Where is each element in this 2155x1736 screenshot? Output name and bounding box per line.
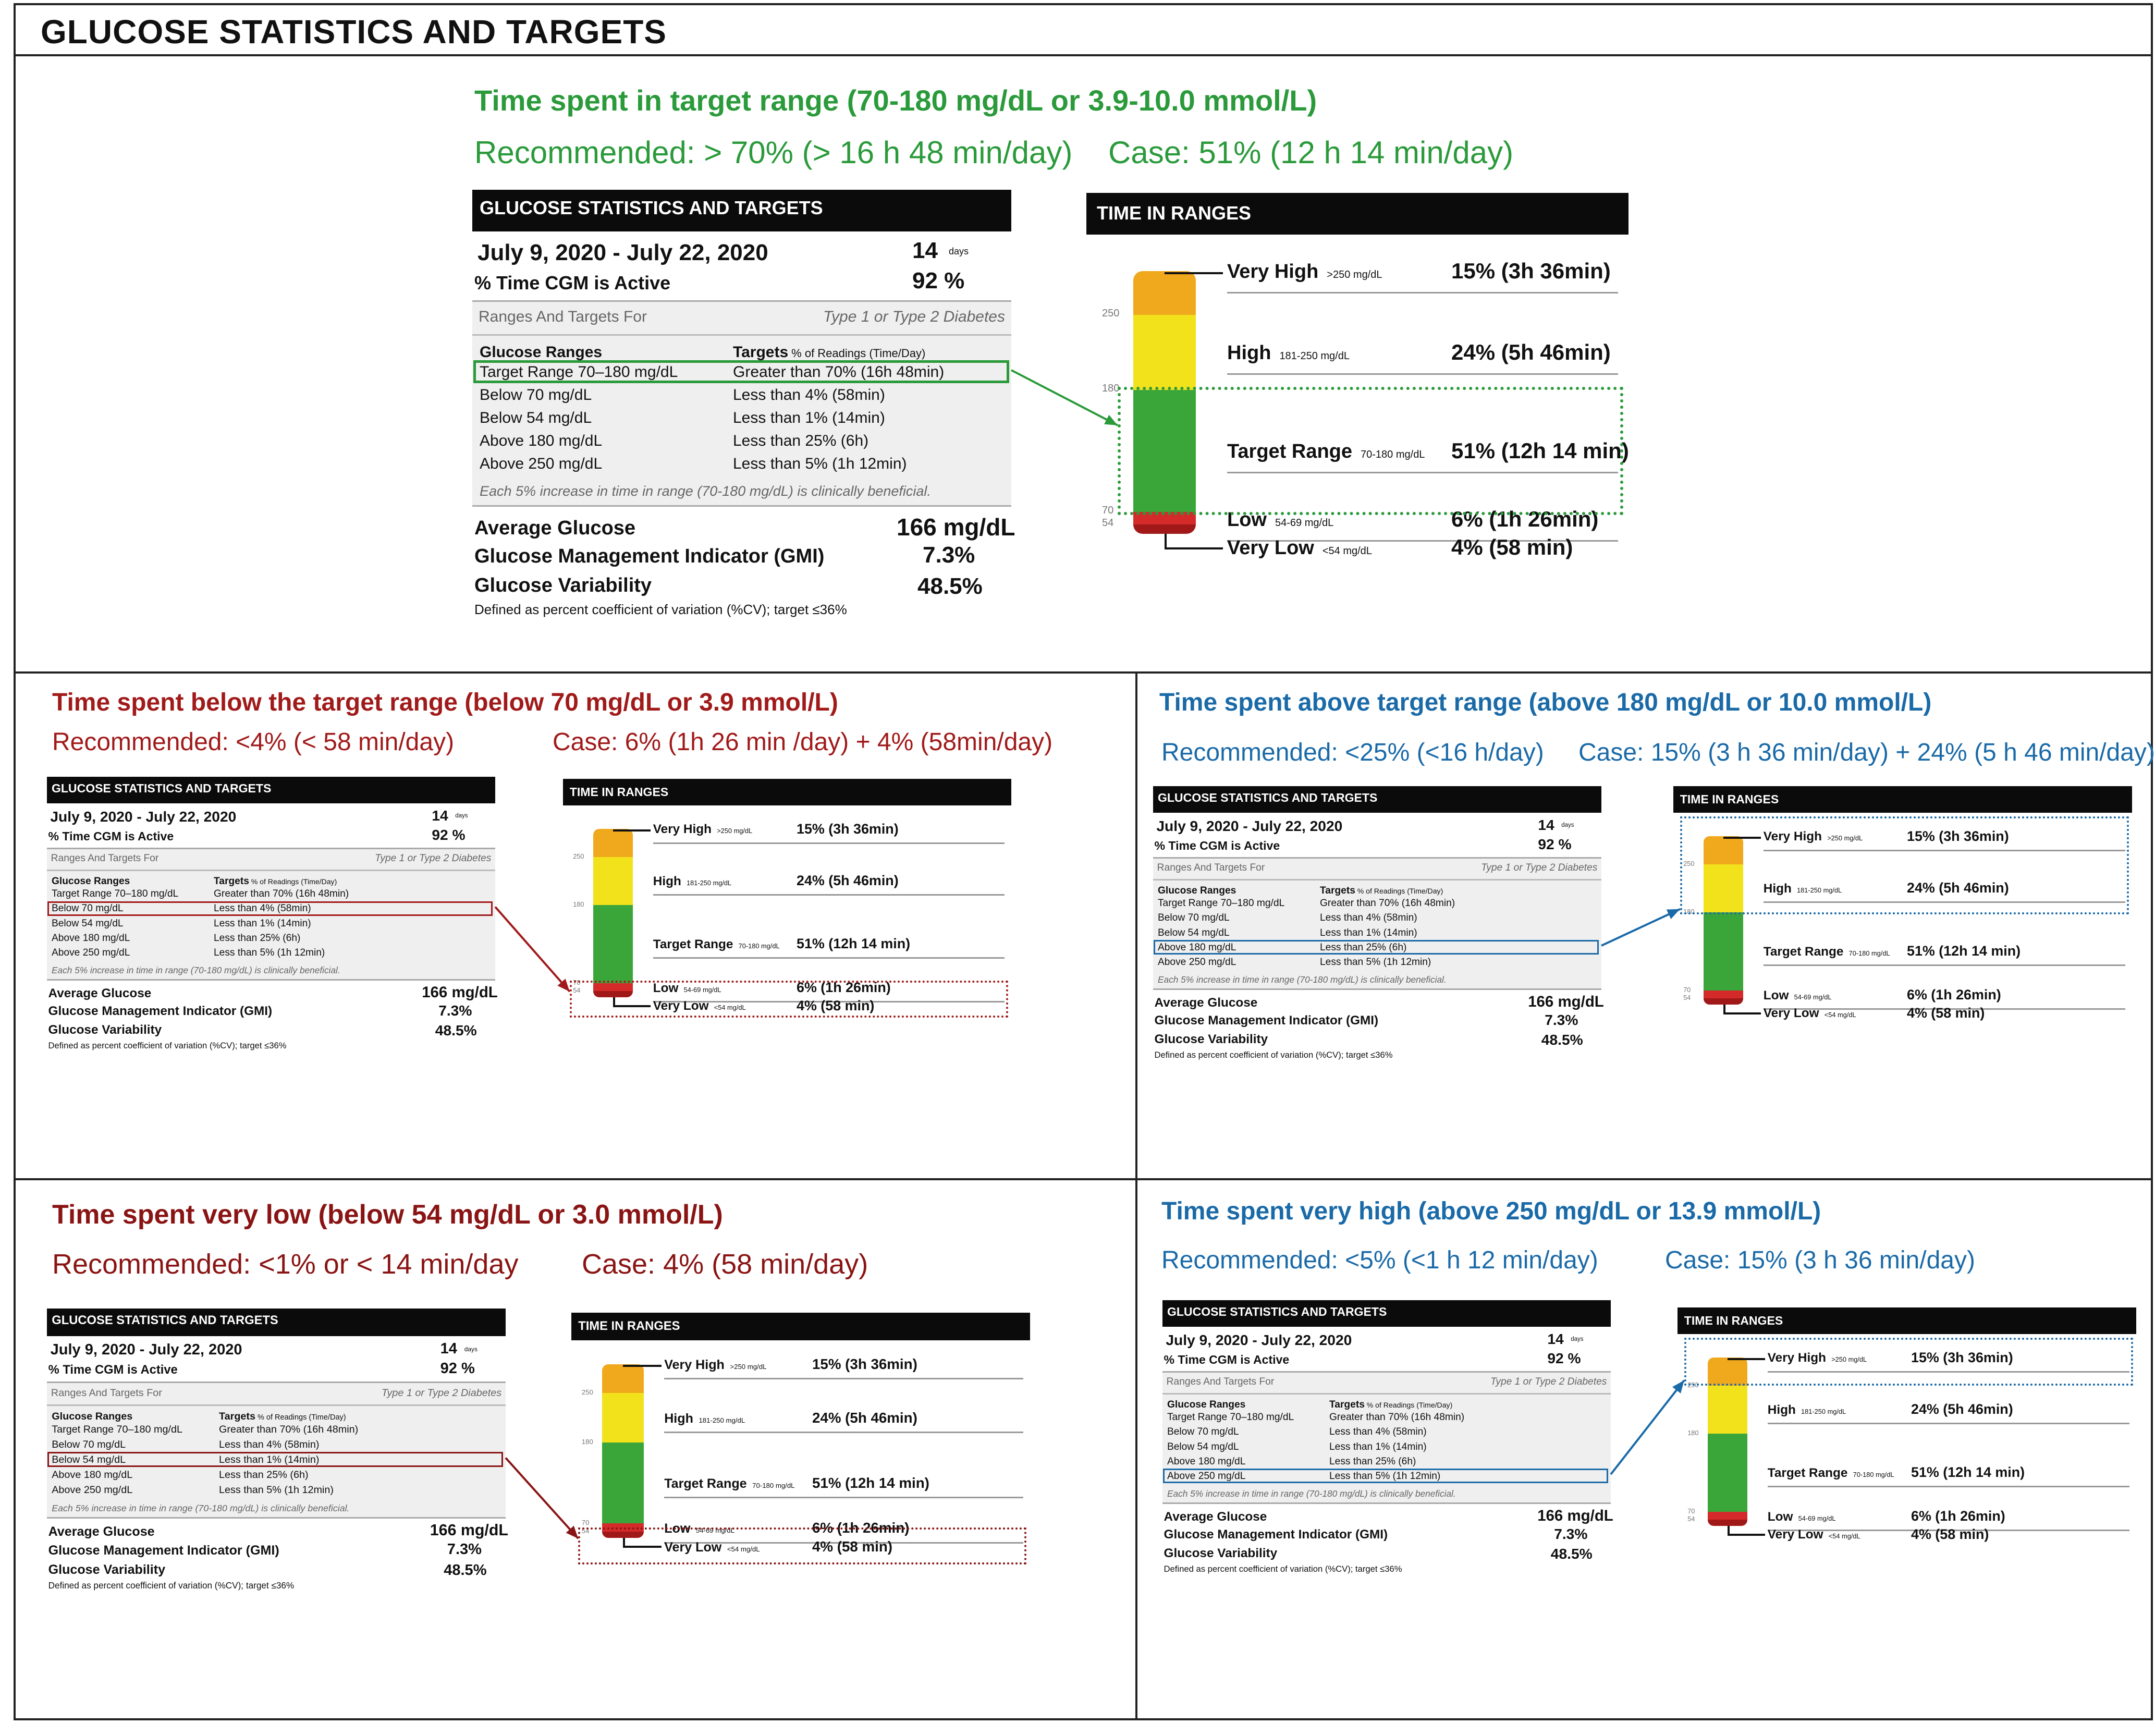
arrowhead	[1672, 1380, 1684, 1393]
ranges-card-header: TIME IN RANGES	[1673, 786, 2132, 813]
table-row-target: Less than 5% (1h 12min)	[214, 947, 325, 958]
range-threshold: 70-180 mg/dL	[738, 942, 780, 950]
targets-sublabel: % of Readings (Time/Day)	[251, 877, 337, 886]
targets-label: Targets	[733, 344, 789, 361]
axis-tick-label: 70	[581, 1518, 590, 1526]
table-row-range: Above 250 mg/dL	[51, 947, 130, 958]
range-value: 24% (5h 46min)	[797, 873, 899, 889]
gmi-label: Glucose Management Indicator (GMI)	[1154, 1013, 1379, 1028]
table-row-range: Above 180 mg/dL	[52, 1469, 133, 1481]
range-value: 51% (12h 14 min)	[797, 936, 911, 952]
cgm-active-value: 92 %	[440, 1360, 475, 1377]
variability-definition: Defined as percent coefficient of variation (%CV); target ≤36%	[1154, 1049, 1393, 1060]
gmi-label: Glucose Management Indicator (GMI)	[474, 545, 825, 567]
range-threshold: 181-250 mg/dL	[699, 1416, 745, 1424]
days-value: 14	[440, 1340, 457, 1357]
range-threshold: 54-69 mg/dL	[1275, 517, 1334, 529]
avg-glucose-label: Average Glucose	[474, 517, 636, 539]
range-name: Target Range	[653, 937, 733, 951]
range-value: 4% (58 min)	[797, 997, 875, 1013]
axis-tick-label: 250	[1683, 859, 1695, 867]
stats-card-header: GLUCOSE STATISTICS AND TARGETS	[47, 1309, 506, 1336]
range-threshold: <54 mg/dL	[1322, 545, 1372, 557]
range-threshold: <54 mg/dL	[1828, 1532, 1860, 1541]
axis-tick-label: 180	[1687, 1428, 1699, 1437]
range-value: 4% (58 min)	[1451, 535, 1573, 559]
table-row-range: Below 54 mg/dL	[1157, 927, 1230, 938]
range-value: 6% (1h 26min)	[812, 1520, 910, 1536]
gmi-label: Glucose Management Indicator (GMI)	[48, 1543, 279, 1558]
range-name: Very Low	[664, 1539, 722, 1555]
diabetes-type: Type 1 or Type 2 Diabetes	[1481, 862, 1598, 874]
targets-label: Targets	[1329, 1399, 1365, 1410]
table-row-target: Less than 1% (14min)	[1320, 927, 1417, 938]
table-row-range: Below 54 mg/dL	[52, 1453, 126, 1465]
table-row-target: Less than 5% (1h 12min)	[733, 455, 907, 472]
axis-tick-label: 250	[1687, 1380, 1699, 1389]
range-name: High	[664, 1411, 693, 1426]
range-threshold: 54-69 mg/dL	[683, 985, 721, 994]
axis-tick-label: 250	[573, 852, 584, 860]
ranges-for-label: Ranges And Targets For	[51, 1387, 162, 1399]
range-threshold: 181-250 mg/dL	[687, 879, 732, 887]
variability-label: Glucose Variability	[1154, 1032, 1268, 1047]
range-value: 24% (5h 46min)	[1451, 340, 1611, 364]
gmi-value: 7.3%	[1554, 1525, 1588, 1542]
recommended-text: Recommended: <1% or < 14 min/day	[52, 1249, 519, 1280]
axis-tick-label: 54	[1102, 517, 1114, 529]
days-value: 14	[1538, 816, 1554, 833]
panel-title: Time spent very low (below 54 mg/dL or 3.0 mmol/L)	[52, 1200, 723, 1230]
range-value: 4% (58 min)	[1911, 1526, 1989, 1542]
targets-sublabel: % of Readings (Time/Day)	[1366, 1400, 1453, 1409]
variability-value: 48.5%	[1550, 1546, 1593, 1562]
range-name: Very High	[664, 1357, 725, 1372]
cgm-active-value: 92 %	[1538, 836, 1572, 852]
recommended-text: Recommended: > 70% (> 16 h 48 min/day)	[474, 135, 1073, 170]
ranges-for-label: Ranges And Targets For	[51, 853, 159, 864]
range-value: 15% (3h 36min)	[797, 821, 899, 837]
axis-tick-label: 180	[1683, 907, 1695, 915]
recommended-text: Recommended: <25% (<16 h/day)	[1161, 739, 1544, 766]
table-row-range: Target Range 70–180 mg/dL	[51, 888, 179, 900]
targets-sublabel: % of Readings (Time/Day)	[791, 347, 926, 360]
axis-tick-label: 54	[573, 986, 581, 995]
range-value: 6% (1h 26min)	[1911, 1508, 2005, 1524]
range-name: Very Low	[1763, 1006, 1819, 1021]
axis-tick-label: 180	[573, 900, 584, 908]
ranges-for-label: Ranges And Targets For	[1166, 1376, 1275, 1388]
days-value: 14	[912, 238, 938, 263]
panel-title: Time spent very high (above 250 mg/dL or 13.9 mmol/L)	[1161, 1197, 1821, 1225]
variability-value: 48.5%	[917, 573, 983, 599]
range-value: 51% (12h 14 min)	[1911, 1464, 2025, 1481]
date-range: July 9, 2020 - July 22, 2020	[477, 240, 768, 265]
range-threshold: >250 mg/dL	[730, 1362, 767, 1371]
gmi-value: 7.3%	[923, 542, 975, 568]
range-name: High	[1227, 342, 1271, 364]
table-row-target: Less than 4% (58min)	[1320, 912, 1417, 924]
connector-line	[1611, 1380, 1684, 1474]
avg-glucose-label: Average Glucose	[1154, 995, 1258, 1010]
panel-title: Time spent in target range (70-180 mg/dL or 3.9-10.0 mmol/L)	[474, 84, 1317, 117]
range-value: 15% (3h 36min)	[1911, 1349, 2013, 1365]
table-row-target: Greater than 70% (16h 48min)	[219, 1423, 359, 1435]
range-threshold: >250 mg/dL	[1831, 1355, 1867, 1364]
range-threshold: <54 mg/dL	[727, 1545, 760, 1553]
axis-tick-label: 70	[1687, 1507, 1695, 1515]
days-unit: days	[1561, 822, 1574, 829]
range-name: Very High	[653, 822, 712, 837]
table-row-range: Above 180 mg/dL	[51, 932, 130, 944]
days-unit: days	[464, 1346, 477, 1353]
targets-label: Targets	[219, 1410, 255, 1422]
table-row-target: Less than 25% (6h)	[214, 932, 301, 944]
table-row-target: Less than 4% (58min)	[1329, 1426, 1427, 1438]
panel-title: Time spent above target range (above 180 mg/dL or 10.0 mmol/L)	[1159, 689, 1932, 716]
table-row-target: Less than 1% (14min)	[219, 1453, 320, 1465]
gmi-value: 7.3%	[438, 1002, 472, 1019]
diabetes-type: Type 1 or Type 2 Diabetes	[823, 308, 1005, 325]
variability-definition: Defined as percent coefficient of variation (%CV); target ≤36%	[1164, 1563, 1402, 1574]
column-header-ranges: Glucose Ranges	[52, 1410, 133, 1422]
axis-tick-label: 180	[581, 1438, 593, 1446]
case-text: Case: 15% (3 h 36 min/day) + 24% (5 h 46 min/day)	[1578, 739, 2155, 766]
table-row-range: Below 54 mg/dL	[480, 409, 592, 426]
range-value: 15% (3h 36min)	[1451, 259, 1611, 283]
table-row-range: Above 180 mg/dL	[480, 432, 603, 449]
range-threshold: >250 mg/dL	[717, 827, 753, 835]
range-name: Low	[1767, 1509, 1793, 1524]
table-row-range: Below 70 mg/dL	[52, 1438, 126, 1450]
axis-tick-label: 70	[1102, 505, 1114, 516]
axis-tick-label: 54	[1683, 994, 1691, 1002]
axis-tick-label: 54	[581, 1526, 590, 1535]
avg-glucose-label: Average Glucose	[48, 1524, 155, 1539]
recommended-text: Recommended: <4% (< 58 min/day)	[52, 728, 455, 756]
table-row-target: Greater than 70% (16h 48min)	[214, 888, 349, 900]
range-value: 4% (58 min)	[812, 1538, 893, 1555]
variability-value: 48.5%	[435, 1022, 477, 1039]
ranges-card-header: TIME IN RANGES	[1086, 193, 1629, 235]
range-name: Low	[653, 981, 679, 995]
clinical-note: Each 5% increase in time in range (70-180 mg/dL) is clinically beneficial.	[480, 483, 931, 499]
column-header-ranges: Glucose Ranges	[1167, 1399, 1246, 1410]
range-name: Low	[1763, 988, 1789, 1003]
avg-glucose-label: Average Glucose	[48, 986, 152, 1000]
range-name: Very High	[1767, 1351, 1826, 1365]
variability-value: 48.5%	[1541, 1032, 1583, 1048]
variability-value: 48.5%	[444, 1561, 487, 1579]
avg-glucose-value: 166 mg/dL	[1528, 993, 1604, 1010]
range-value: 24% (5h 46min)	[1911, 1401, 2013, 1417]
variability-label: Glucose Variability	[48, 1562, 166, 1578]
table-row-target: Less than 1% (14min)	[733, 409, 885, 426]
variability-label: Glucose Variability	[474, 574, 652, 596]
case-text: Case: 15% (3 h 36 min/day)	[1665, 1246, 1975, 1274]
range-name: Very Low	[653, 999, 709, 1013]
targets-label: Targets	[214, 875, 249, 887]
date-range: July 9, 2020 - July 22, 2020	[50, 809, 237, 825]
cgm-active-label: % Time CGM is Active	[1164, 1353, 1290, 1367]
range-name: Target Range	[1227, 441, 1353, 462]
table-row-target: Less than 25% (6h)	[1329, 1456, 1416, 1467]
table-row-target: Less than 25% (6h)	[733, 432, 869, 449]
range-threshold: 70-180 mg/dL	[752, 1481, 795, 1489]
days-unit: days	[1571, 1336, 1584, 1343]
range-threshold: 181-250 mg/dL	[1797, 886, 1842, 895]
range-threshold: <54 mg/dL	[1824, 1011, 1856, 1019]
ranges-card-header: TIME IN RANGES	[571, 1313, 1030, 1340]
range-name: High	[653, 874, 681, 889]
column-header-ranges: Glucose Ranges	[480, 344, 603, 361]
table-row-range: Above 250 mg/dL	[1157, 956, 1236, 968]
range-name: Target Range	[1767, 1466, 1848, 1480]
table-row-range: Target Range 70–180 mg/dL	[52, 1423, 182, 1435]
range-threshold: 70-180 mg/dL	[1853, 1471, 1894, 1478]
clinical-note: Each 5% increase in time in range (70-180 mg/dL) is clinically beneficial.	[1157, 974, 1447, 985]
case-text: Case: 4% (58 min/day)	[582, 1249, 868, 1280]
cgm-active-value: 92 %	[1547, 1350, 1581, 1366]
table-row-range: Above 250 mg/dL	[480, 455, 603, 472]
table-row-target: Less than 5% (1h 12min)	[1320, 956, 1431, 968]
axis-tick-label: 250	[1102, 308, 1120, 319]
stats-card-header: GLUCOSE STATISTICS AND TARGETS	[1153, 786, 1601, 813]
case-text: Case: 6% (1h 26 min /day) + 4% (58min/day)	[553, 728, 1053, 756]
variability-definition: Defined as percent coefficient of variation (%CV); target ≤36%	[48, 1040, 287, 1050]
variability-label: Glucose Variability	[1164, 1546, 1278, 1561]
range-name: Very Low	[1767, 1527, 1823, 1542]
days-value: 14	[432, 807, 448, 824]
stats-card-header: GLUCOSE STATISTICS AND TARGETS	[1162, 1300, 1611, 1327]
table-row-range: Target Range 70–180 mg/dL	[480, 363, 678, 381]
table-row-target: Greater than 70% (16h 48min)	[1320, 898, 1455, 909]
range-value: 24% (5h 46min)	[1907, 880, 2009, 896]
ranges-for-label: Ranges And Targets For	[479, 308, 647, 325]
table-row-target: Less than 4% (58min)	[733, 386, 885, 404]
table-row-range: Target Range 70–180 mg/dL	[1167, 1412, 1294, 1423]
range-name: High	[1763, 882, 1792, 896]
range-name: Low	[664, 1521, 691, 1536]
ranges-card-header: TIME IN RANGES	[563, 779, 1011, 805]
table-row-range: Above 180 mg/dL	[1167, 1456, 1246, 1467]
avg-glucose-value: 166 mg/dL	[897, 514, 1015, 541]
table-row-range: Above 250 mg/dL	[52, 1484, 133, 1496]
avg-glucose-label: Average Glucose	[1164, 1509, 1267, 1524]
targets-sublabel: % of Readings (Time/Day)	[257, 1413, 346, 1422]
range-threshold: <54 mg/dL	[714, 1004, 746, 1012]
cgm-active-value: 92 %	[912, 268, 965, 294]
diabetes-type: Type 1 or Type 2 Diabetes	[381, 1387, 502, 1399]
table-row-target: Greater than 70% (16h 48min)	[733, 363, 945, 381]
range-value: 4% (58 min)	[1907, 1005, 1985, 1021]
range-threshold: 54-69 mg/dL	[695, 1526, 734, 1534]
clinical-note: Each 5% increase in time in range (70-180 mg/dL) is clinically beneficial.	[51, 965, 340, 976]
column-header-ranges: Glucose Ranges	[1157, 885, 1236, 896]
range-name: Very High	[1227, 261, 1319, 283]
date-range: July 9, 2020 - July 22, 2020	[50, 1341, 242, 1359]
table-row-target: Less than 25% (6h)	[1320, 942, 1407, 953]
range-threshold: 54-69 mg/dL	[1798, 1514, 1836, 1522]
axis-tick-label: 180	[1102, 383, 1120, 394]
column-header-ranges: Glucose Ranges	[51, 875, 130, 887]
axis-tick-label: 70	[573, 978, 581, 986]
table-row-range: Below 54 mg/dL	[1167, 1441, 1239, 1452]
range-value: 15% (3h 36min)	[812, 1356, 917, 1373]
table-row-range: Below 70 mg/dL	[51, 903, 124, 914]
table-row-target: Less than 25% (6h)	[219, 1469, 309, 1481]
variability-definition: Defined as percent coefficient of variation (%CV); target ≤36%	[474, 602, 847, 617]
range-value: 6% (1h 26min)	[1451, 507, 1599, 531]
page-title: GLUCOSE STATISTICS AND TARGETS	[41, 13, 667, 51]
avg-glucose-value: 166 mg/dL	[430, 1522, 508, 1539]
range-threshold: >250 mg/dL	[1827, 834, 1863, 842]
table-row-target: Less than 4% (58min)	[214, 903, 311, 914]
axis-tick-label: 70	[1683, 985, 1691, 994]
diabetes-type: Type 1 or Type 2 Diabetes	[1490, 1376, 1607, 1388]
clinical-note: Each 5% increase in time in range (70-180 mg/dL) is clinically beneficial.	[1167, 1488, 1456, 1499]
range-threshold: 181-250 mg/dL	[1801, 1408, 1846, 1416]
ranges-for-label: Ranges And Targets For	[1157, 862, 1265, 874]
clinical-note: Each 5% increase in time in range (70-180 mg/dL) is clinically beneficial.	[52, 1502, 350, 1513]
date-range: July 9, 2020 - July 22, 2020	[1156, 818, 1343, 835]
table-row-target: Less than 5% (1h 12min)	[1329, 1470, 1441, 1482]
avg-glucose-value: 166 mg/dL	[422, 983, 498, 1001]
range-name: High	[1767, 1403, 1796, 1417]
days-value: 14	[1547, 1330, 1564, 1347]
range-value: 51% (12h 14 min)	[1451, 438, 1629, 463]
range-threshold: 181-250 mg/dL	[1279, 350, 1350, 362]
axis-tick-label: 54	[1687, 1515, 1695, 1523]
range-value: 6% (1h 26min)	[797, 980, 891, 996]
table-row-target: Greater than 70% (16h 48min)	[1329, 1412, 1465, 1423]
table-row-target: Less than 5% (1h 12min)	[219, 1484, 334, 1496]
table-row-target: Less than 4% (58min)	[219, 1438, 320, 1450]
range-name: Very High	[1763, 829, 1822, 844]
targets-label: Targets	[1320, 885, 1355, 896]
days-unit: days	[455, 813, 468, 820]
table-row-range: Below 70 mg/dL	[1167, 1426, 1239, 1438]
cgm-active-label: % Time CGM is Active	[1154, 839, 1280, 853]
gmi-label: Glucose Management Indicator (GMI)	[48, 1004, 273, 1019]
cgm-active-label: % Time CGM is Active	[48, 1363, 178, 1377]
panel-title: Time spent below the target range (below 70 mg/dL or 3.9 mmol/L)	[52, 689, 838, 716]
cgm-active-label: % Time CGM is Active	[474, 272, 671, 294]
cgm-active-value: 92 %	[432, 827, 466, 843]
date-range: July 9, 2020 - July 22, 2020	[1166, 1332, 1352, 1349]
axis-tick-label: 250	[581, 1388, 593, 1397]
gmi-value: 7.3%	[1545, 1011, 1578, 1028]
table-row-range: Below 70 mg/dL	[480, 386, 592, 404]
range-value: 51% (12h 14 min)	[1907, 943, 2021, 959]
diabetes-type: Type 1 or Type 2 Diabetes	[375, 853, 492, 864]
range-value: 15% (3h 36min)	[1907, 828, 2009, 844]
stats-card-header: GLUCOSE STATISTICS AND TARGETS	[47, 777, 495, 803]
avg-glucose-value: 166 mg/dL	[1537, 1507, 1613, 1524]
range-threshold: 70-180 mg/dL	[1848, 949, 1890, 957]
table-row-range: Below 70 mg/dL	[1157, 912, 1230, 924]
stats-card-header: GLUCOSE STATISTICS AND TARGETS	[472, 190, 1011, 231]
table-row-range: Below 54 mg/dL	[51, 918, 124, 929]
table-row-range: Target Range 70–180 mg/dL	[1157, 898, 1285, 909]
range-threshold: 70-180 mg/dL	[1361, 449, 1425, 460]
range-name: Very Low	[1227, 537, 1314, 559]
table-row-range: Above 250 mg/dL	[1167, 1470, 1246, 1482]
range-value: 24% (5h 46min)	[812, 1410, 917, 1426]
gmi-value: 7.3%	[447, 1541, 482, 1558]
ranges-card-header: TIME IN RANGES	[1678, 1307, 2136, 1334]
recommended-text: Recommended: <5% (<1 h 12 min/day)	[1161, 1246, 1598, 1274]
range-value: 6% (1h 26min)	[1907, 987, 2001, 1003]
range-name: Target Range	[664, 1476, 747, 1491]
cgm-active-label: % Time CGM is Active	[48, 829, 174, 843]
variability-definition: Defined as percent coefficient of variation (%CV); target ≤36%	[48, 1580, 295, 1591]
table-row-target: Less than 1% (14min)	[1329, 1441, 1427, 1452]
case-text: Case: 51% (12 h 14 min/day)	[1108, 135, 1514, 170]
range-name: Target Range	[1763, 945, 1844, 959]
table-row-target: Less than 1% (14min)	[214, 918, 311, 929]
targets-sublabel: % of Readings (Time/Day)	[1357, 886, 1443, 895]
range-name: Low	[1227, 509, 1267, 531]
table-row-range: Above 180 mg/dL	[1157, 942, 1236, 953]
gmi-label: Glucose Management Indicator (GMI)	[1164, 1527, 1388, 1542]
days-unit: days	[949, 246, 969, 256]
variability-label: Glucose Variability	[48, 1023, 162, 1037]
range-threshold: >250 mg/dL	[1327, 269, 1382, 280]
range-value: 51% (12h 14 min)	[812, 1474, 929, 1491]
range-threshold: 54-69 mg/dL	[1794, 993, 1832, 1001]
